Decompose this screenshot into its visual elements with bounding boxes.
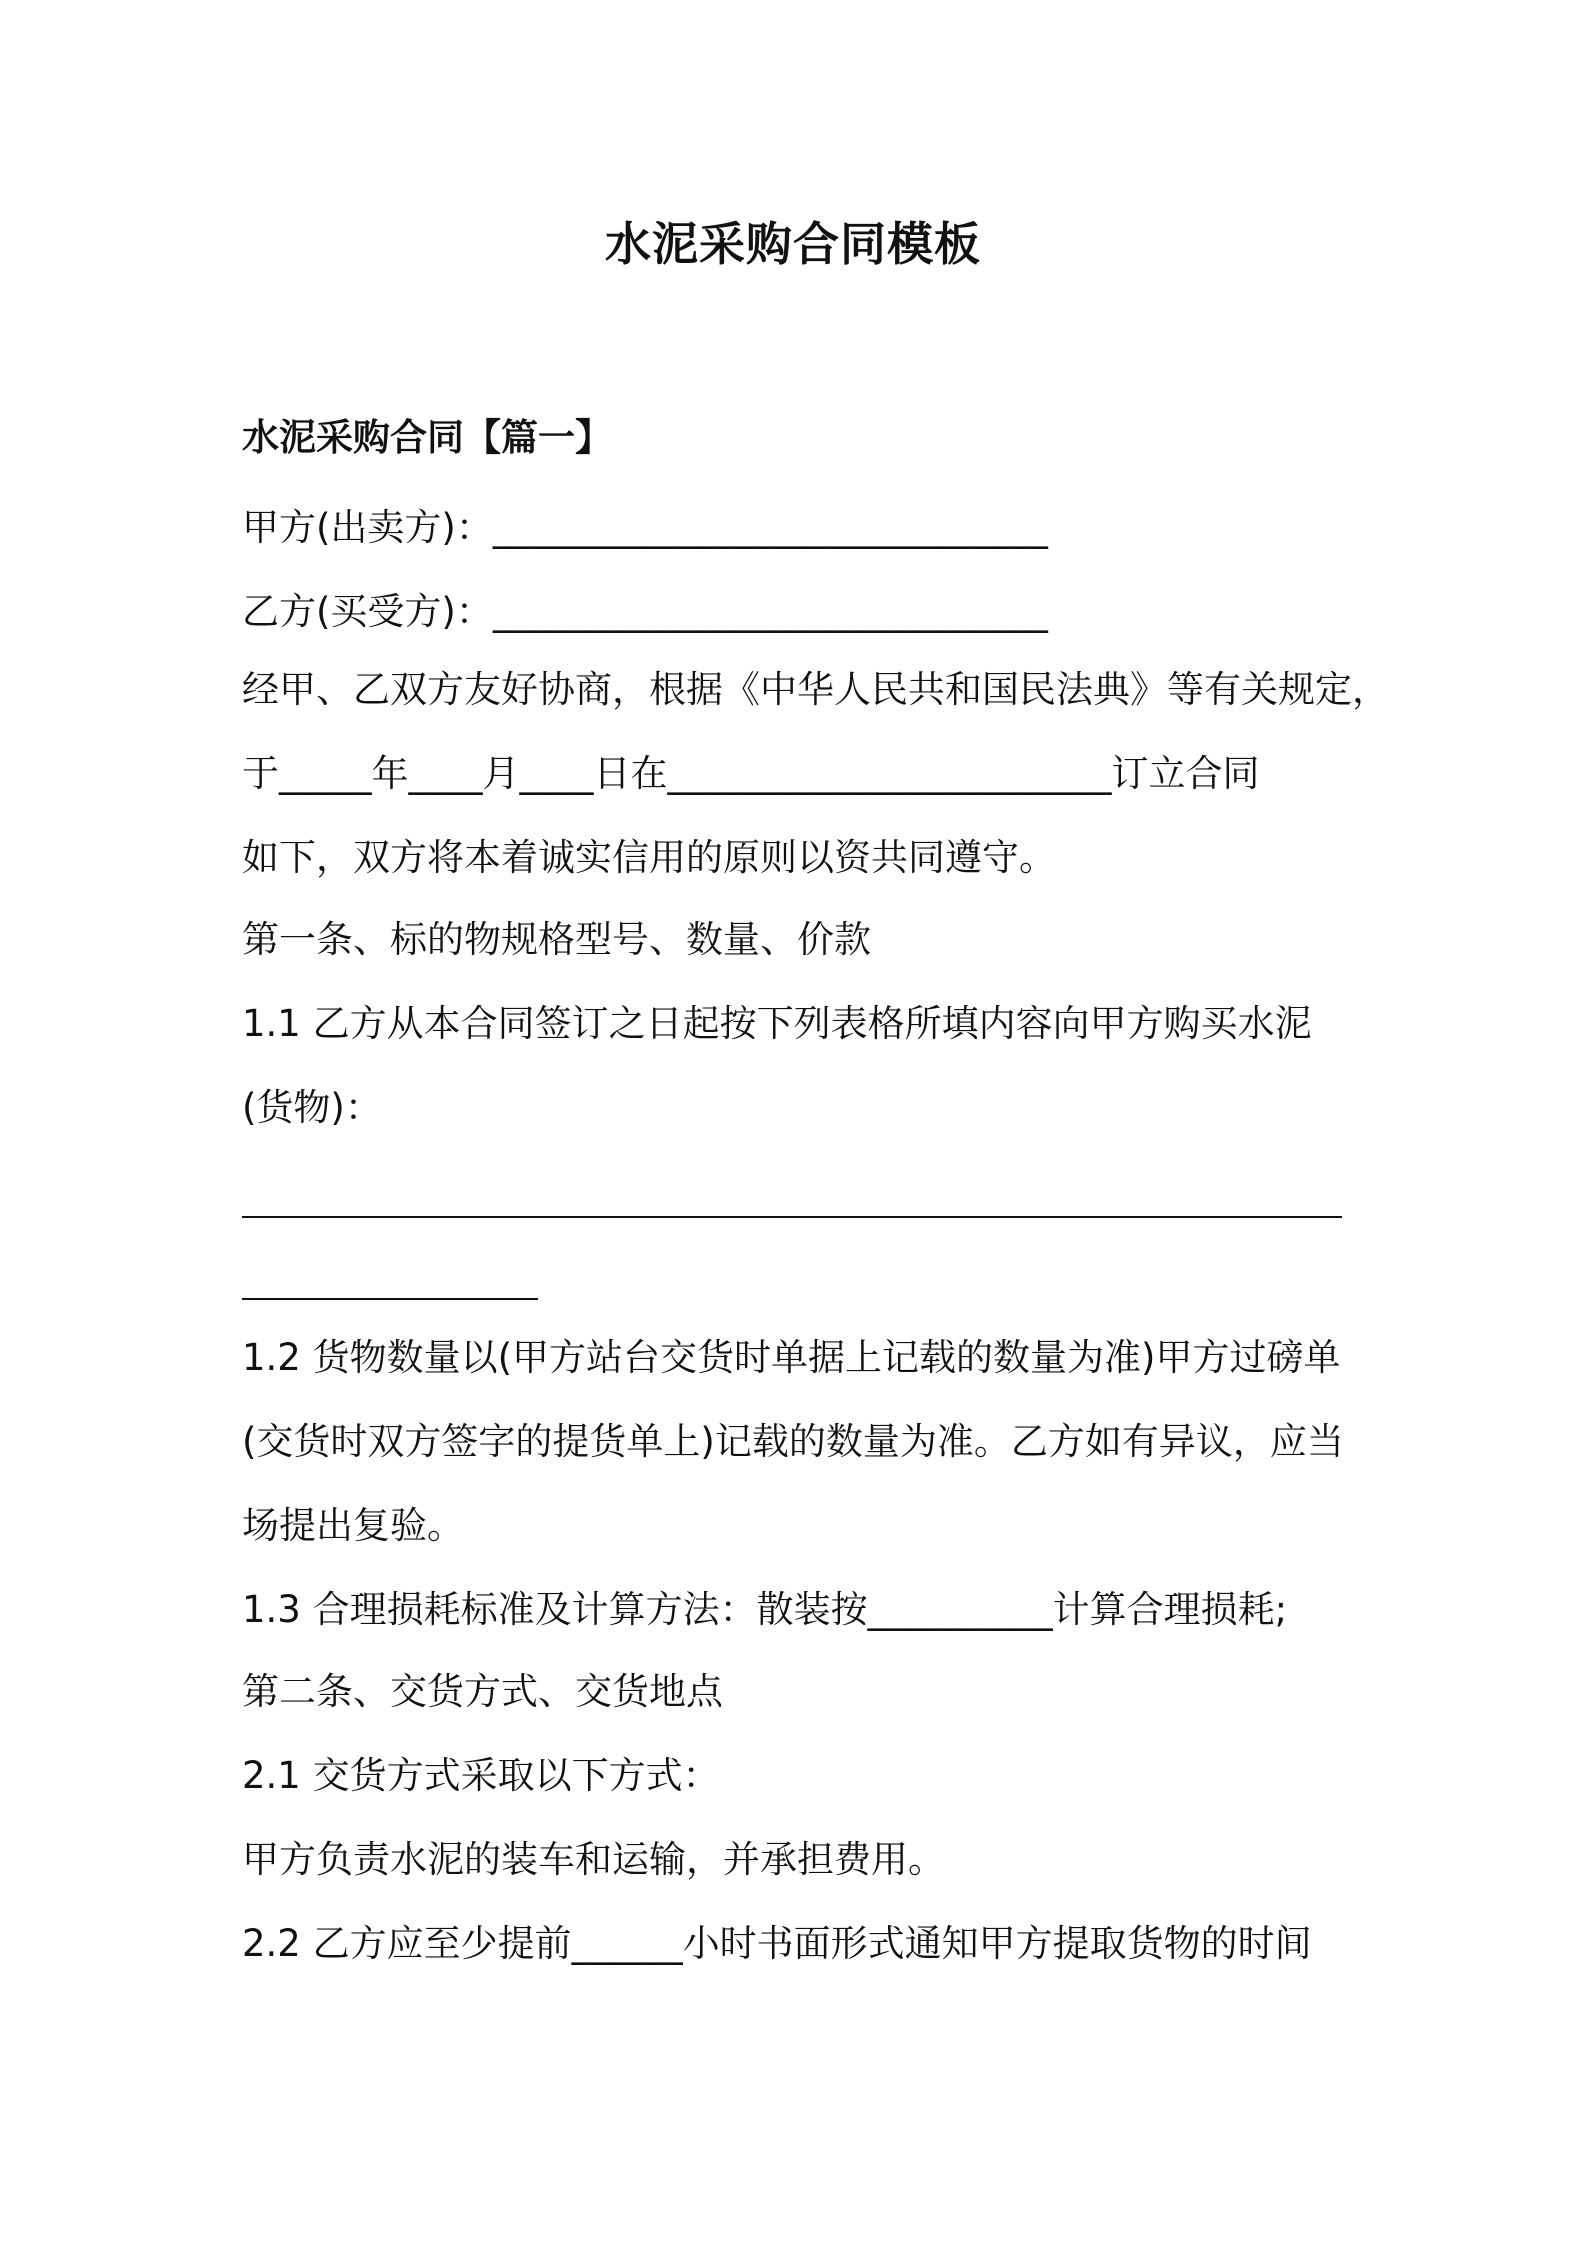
clause-2-1-detail: 甲方负责水泥的装车和运输，并承担费用。 bbox=[242, 1838, 945, 1881]
article-1-heading: 第一条、标的物规格型号、数量、价款 bbox=[242, 918, 871, 961]
clause-1-1-line-2: (货物)： bbox=[242, 1086, 382, 1129]
clause-2-1: 2.1 交货方式采取以下方式： bbox=[242, 1754, 720, 1797]
document-title: 水泥采购合同模板 bbox=[605, 217, 981, 271]
intro-paragraph-line-2: 于_____年____月____日在________________________订立合同 bbox=[242, 752, 1260, 795]
blank-fill-line-short bbox=[242, 1298, 538, 1300]
party-b-line: 乙方(买受方)：______________________________ bbox=[242, 590, 1048, 633]
clause-1-2-line-1: 1.2 货物数量以(甲方站台交货时单据上记载的数量为准)甲方过磅单 bbox=[242, 1336, 1341, 1379]
blank-fill-line-long bbox=[242, 1216, 1342, 1218]
clause-1-3: 1.3 合理损耗标准及计算方法：散装按__________计算合理损耗; bbox=[242, 1588, 1288, 1631]
clause-1-2-line-3: 场提出复验。 bbox=[242, 1504, 464, 1547]
intro-paragraph-line-1: 经甲、乙双方友好协商，根据《中华人民共和国民法典》等有关规定， bbox=[242, 668, 1389, 711]
intro-paragraph-line-3: 如下，双方将本着诚实信用的原则以资共同遵守。 bbox=[242, 836, 1056, 879]
section-heading-part-one: 水泥采购合同【篇一】 bbox=[242, 416, 612, 459]
clause-1-2-line-2: (交货时双方签字的提货单上)记载的数量为准。乙方如有异议，应当 bbox=[242, 1420, 1344, 1463]
clause-2-2: 2.2 乙方应至少提前______小时书面形式通知甲方提取货物的时间 bbox=[242, 1922, 1312, 1965]
clause-1-1-line-1: 1.1 乙方从本合同签订之日起按下列表格所填内容向甲方购买水泥 bbox=[242, 1002, 1312, 1045]
article-2-heading: 第二条、交货方式、交货地点 bbox=[242, 1670, 723, 1713]
party-a-line: 甲方(出卖方)：______________________________ bbox=[242, 506, 1048, 549]
